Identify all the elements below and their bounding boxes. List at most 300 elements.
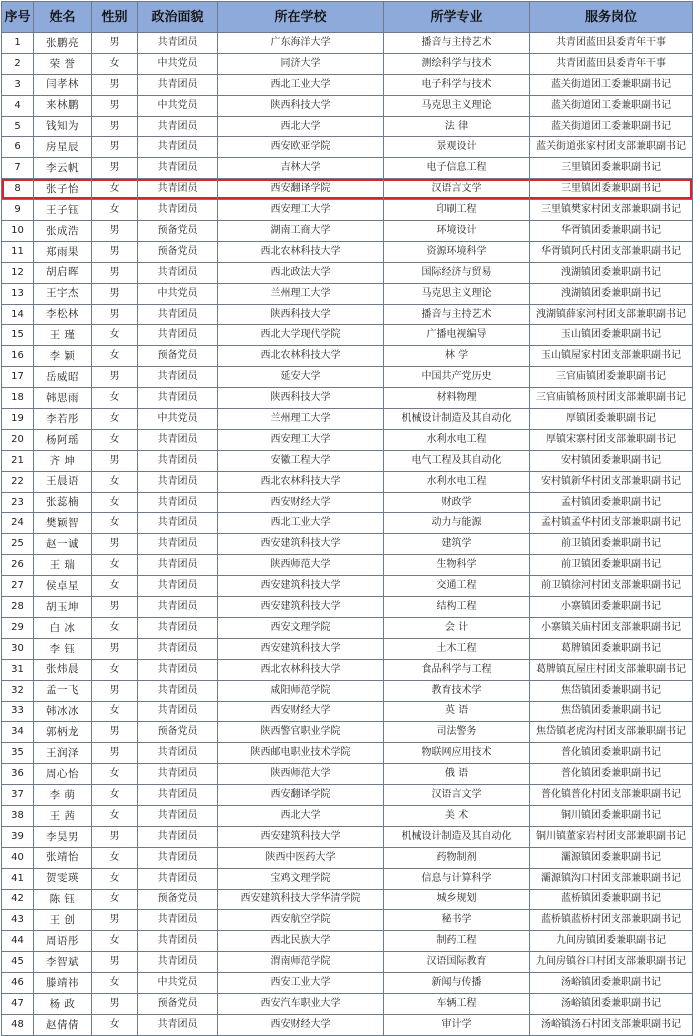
- table-row: [2, 743, 693, 764]
- cell-gender: 女: [92, 471, 138, 492]
- cell-service-post: 三里镇樊家村团支部兼职副书记: [530, 200, 693, 221]
- table-row: [2, 617, 693, 638]
- cell-service-post: 前卫镇徐河村团支部兼职副书记: [530, 576, 693, 597]
- cell-service-post: 铜川镇董家岩村团支部兼职副书记: [530, 826, 693, 847]
- cell-political-status: 中共党员: [138, 409, 218, 430]
- cell-school: 西北工业大学: [218, 74, 384, 95]
- cell-index: 17: [2, 367, 34, 388]
- cell-index: 9: [2, 200, 34, 221]
- cell-political-status: 共青团员: [138, 597, 218, 618]
- cell-gender: 男: [92, 534, 138, 555]
- cell-school: 陕西邮电职业技术学院: [218, 743, 384, 764]
- cell-service-post: 三官庙镇团委兼职副书记: [530, 367, 693, 388]
- cell-major: 信息与计算科学: [384, 868, 530, 889]
- cell-service-post: 灞源镇团委兼职副书记: [530, 847, 693, 868]
- cell-political-status: 共青团员: [138, 1014, 218, 1035]
- header-school: 所在学校: [218, 2, 384, 33]
- cell-service-post: 洩湖镇薛家河村团支部兼职副书记: [530, 304, 693, 325]
- cell-index: 29: [2, 617, 34, 638]
- cell-name: 杨阿瑶: [34, 429, 92, 450]
- cell-school: 兰州理工大学: [218, 409, 384, 430]
- table-row: [2, 325, 693, 346]
- cell-political-status: 中共党员: [138, 95, 218, 116]
- cell-school: 兰州理工大学: [218, 283, 384, 304]
- cell-school: 西北政法大学: [218, 262, 384, 283]
- cell-service-post: 三官庙镇杨顶村团支部兼职副书记: [530, 388, 693, 409]
- cell-major: 土木工程: [384, 638, 530, 659]
- cell-gender: 男: [92, 722, 138, 743]
- cell-gender: 女: [92, 1014, 138, 1035]
- table-row: [2, 492, 693, 513]
- cell-major: 汉语言文学: [384, 785, 530, 806]
- cell-index: 4: [2, 95, 34, 116]
- cell-political-status: 共青团员: [138, 555, 218, 576]
- cell-index: 10: [2, 221, 34, 242]
- cell-political-status: 预备党员: [138, 993, 218, 1014]
- table-row: [2, 826, 693, 847]
- cell-index: 3: [2, 74, 34, 95]
- cell-name: 韩冰冰: [34, 701, 92, 722]
- cell-name: 王宇杰: [34, 283, 92, 304]
- cell-name: 周心怡: [34, 764, 92, 785]
- table-row: [2, 722, 693, 743]
- cell-index: 36: [2, 764, 34, 785]
- cell-index: 32: [2, 680, 34, 701]
- cell-political-status: 预备党员: [138, 346, 218, 367]
- cell-index: 39: [2, 826, 34, 847]
- cell-major: 会 计: [384, 617, 530, 638]
- cell-political-status: 共青团员: [138, 617, 218, 638]
- cell-major: 广播电视编导: [384, 325, 530, 346]
- table-row: [2, 388, 693, 409]
- cell-service-post: 厚镇宋寨村团支部兼职副书记: [530, 429, 693, 450]
- cell-name: 韩思雨: [34, 388, 92, 409]
- table-row: [2, 638, 693, 659]
- cell-service-post: 三里镇团委兼职副书记: [530, 158, 693, 179]
- cell-service-post: 安村镇团委兼职副书记: [530, 450, 693, 471]
- cell-political-status: 中共党员: [138, 283, 218, 304]
- cell-major: 药物制剂: [384, 847, 530, 868]
- table-row: [2, 513, 693, 534]
- cell-gender: 男: [92, 680, 138, 701]
- cell-name: 张子怡: [34, 179, 92, 200]
- cell-major: 资源环境科学: [384, 241, 530, 262]
- cell-gender: 男: [92, 993, 138, 1014]
- table-row: [2, 158, 693, 179]
- cell-service-post: 共青团蓝田县委青年干事: [530, 33, 693, 54]
- cell-gender: 男: [92, 283, 138, 304]
- table-row: [2, 952, 693, 973]
- cell-name: 李昊男: [34, 826, 92, 847]
- cell-gender: 女: [92, 513, 138, 534]
- cell-political-status: 共青团员: [138, 74, 218, 95]
- cell-major: 英 语: [384, 701, 530, 722]
- table-row: [2, 576, 693, 597]
- cell-index: 48: [2, 1014, 34, 1035]
- table-row: [2, 785, 693, 806]
- cell-political-status: 预备党员: [138, 221, 218, 242]
- cell-major: 水利水电工程: [384, 429, 530, 450]
- cell-gender: 男: [92, 910, 138, 931]
- table-row: [2, 889, 693, 910]
- cell-political-status: 共青团员: [138, 492, 218, 513]
- cell-service-post: 焦岱镇团委兼职副书记: [530, 680, 693, 701]
- cell-gender: 男: [92, 74, 138, 95]
- cell-service-post: 汤峪镇汤石村团支部兼职副书记: [530, 1014, 693, 1035]
- cell-name: 李 萌: [34, 785, 92, 806]
- cell-index: 1: [2, 33, 34, 54]
- cell-service-post: 普化镇普化村团支部兼职副书记: [530, 785, 693, 806]
- table-row: [2, 847, 693, 868]
- cell-gender: 男: [92, 262, 138, 283]
- cell-index: 35: [2, 743, 34, 764]
- cell-index: 38: [2, 805, 34, 826]
- cell-gender: 女: [92, 388, 138, 409]
- cell-name: 张蕊楠: [34, 492, 92, 513]
- cell-gender: 女: [92, 409, 138, 430]
- cell-major: 机械设计制造及其自动化: [384, 826, 530, 847]
- cell-school: 西安建筑科技大学: [218, 534, 384, 555]
- table-row: [2, 74, 693, 95]
- cell-index: 7: [2, 158, 34, 179]
- cell-name: 李 钰: [34, 638, 92, 659]
- header-row: [2, 2, 693, 33]
- header-major: 所学专业: [384, 2, 530, 33]
- cell-index: 46: [2, 973, 34, 994]
- cell-major: 播音与主持艺术: [384, 304, 530, 325]
- cell-political-status: 共青团员: [138, 910, 218, 931]
- cell-name: 赵倩倩: [34, 1014, 92, 1035]
- cell-major: 车辆工程: [384, 993, 530, 1014]
- table-row: [2, 993, 693, 1014]
- cell-index: 31: [2, 659, 34, 680]
- cell-service-post: 蓝关街道张家村团支部兼职副书记: [530, 137, 693, 158]
- cell-name: 郭柄龙: [34, 722, 92, 743]
- cell-name: 王润泽: [34, 743, 92, 764]
- cell-name: 王 创: [34, 910, 92, 931]
- cell-major: 交通工程: [384, 576, 530, 597]
- cell-index: 40: [2, 847, 34, 868]
- cell-school: 西北农林科技大学: [218, 659, 384, 680]
- cell-school: 西北大学: [218, 116, 384, 137]
- cell-name: 周语彤: [34, 931, 92, 952]
- cell-political-status: 共青团员: [138, 659, 218, 680]
- cell-school: 安徽工程大学: [218, 450, 384, 471]
- cell-school: 西安工业大学: [218, 973, 384, 994]
- cell-name: 王 瑾: [34, 325, 92, 346]
- cell-major: 播音与主持艺术: [384, 33, 530, 54]
- cell-name: 白 冰: [34, 617, 92, 638]
- cell-political-status: 共青团员: [138, 931, 218, 952]
- cell-school: 西安财经大学: [218, 492, 384, 513]
- cell-index: 6: [2, 137, 34, 158]
- cell-gender: 女: [92, 785, 138, 806]
- cell-political-status: 共青团员: [138, 805, 218, 826]
- cell-school: 西安欧亚学院: [218, 137, 384, 158]
- cell-gender: 男: [92, 33, 138, 54]
- cell-name: 郑雨果: [34, 241, 92, 262]
- table-row: [2, 450, 693, 471]
- cell-service-post: 孟村镇孟华村团支部兼职副书记: [530, 513, 693, 534]
- cell-service-post: 普化镇团委兼职副书记: [530, 743, 693, 764]
- cell-name: 钱知为: [34, 116, 92, 137]
- cell-service-post: 葛牌镇瓦屋庄村团支部兼职副书记: [530, 659, 693, 680]
- cell-service-post: 蓝关街道团工委兼职副书记: [530, 95, 693, 116]
- table-row: [2, 137, 693, 158]
- table-row: [2, 910, 693, 931]
- cell-school: 西安建筑科技大学华清学院: [218, 889, 384, 910]
- cell-political-status: 共青团员: [138, 576, 218, 597]
- table-row: [2, 409, 693, 430]
- table-row: [2, 53, 693, 74]
- cell-political-status: 共青团员: [138, 200, 218, 221]
- cell-service-post: 九间房镇谷口村团支部兼职副书记: [530, 952, 693, 973]
- table-row: [2, 868, 693, 889]
- cell-school: 西北工业大学: [218, 513, 384, 534]
- cell-gender: 女: [92, 53, 138, 74]
- cell-major: 印刷工程: [384, 200, 530, 221]
- cell-name: 陈 钰: [34, 889, 92, 910]
- cell-political-status: 共青团员: [138, 116, 218, 137]
- cell-major: 物联网应用技术: [384, 743, 530, 764]
- cell-service-post: 蓝桥镇蓝桥村团支部兼职副书记: [530, 910, 693, 931]
- cell-index: 12: [2, 262, 34, 283]
- cell-index: 27: [2, 576, 34, 597]
- table-row: [2, 597, 693, 618]
- cell-political-status: 共青团员: [138, 33, 218, 54]
- cell-political-status: 共青团员: [138, 847, 218, 868]
- cell-index: 21: [2, 450, 34, 471]
- cell-service-post: 厚镇团委兼职副书记: [530, 409, 693, 430]
- cell-gender: 男: [92, 367, 138, 388]
- cell-major: 结构工程: [384, 597, 530, 618]
- cell-gender: 女: [92, 973, 138, 994]
- cell-gender: 女: [92, 659, 138, 680]
- cell-index: 8: [2, 179, 34, 200]
- table-row: [2, 555, 693, 576]
- cell-political-status: 预备党员: [138, 889, 218, 910]
- cell-service-post: 焦岱镇老虎沟村团支部兼职副书记: [530, 722, 693, 743]
- cell-service-post: 三里镇团委兼职副书记: [530, 179, 693, 200]
- cell-gender: 女: [92, 931, 138, 952]
- table-row: [2, 805, 693, 826]
- cell-name: 闫孝林: [34, 74, 92, 95]
- cell-school: 广东海洋大学: [218, 33, 384, 54]
- table-row: [2, 931, 693, 952]
- cell-political-status: 共青团员: [138, 262, 218, 283]
- cell-major: 电子科学与技术: [384, 74, 530, 95]
- cell-index: 2: [2, 53, 34, 74]
- cell-school: 宝鸡文理学院: [218, 868, 384, 889]
- cell-service-post: 焦岱镇团委兼职副书记: [530, 701, 693, 722]
- cell-gender: 女: [92, 179, 138, 200]
- cell-gender: 女: [92, 868, 138, 889]
- cell-political-status: 共青团员: [138, 743, 218, 764]
- cell-political-status: 中共党员: [138, 53, 218, 74]
- cell-name: 李若彤: [34, 409, 92, 430]
- cell-gender: 男: [92, 450, 138, 471]
- cell-service-post: 九间房镇团委兼职副书记: [530, 931, 693, 952]
- header-index: 序号: [2, 2, 34, 33]
- cell-major: 马克思主义理论: [384, 95, 530, 116]
- cell-major: 汉语国际教育: [384, 952, 530, 973]
- cell-index: 34: [2, 722, 34, 743]
- table-row: [2, 283, 693, 304]
- cell-major: 材料物理: [384, 388, 530, 409]
- cell-service-post: 洩湖镇团委兼职副书记: [530, 283, 693, 304]
- cell-service-post: 蓝关街道团工委兼职副书记: [530, 74, 693, 95]
- cell-name: 杨 政: [34, 993, 92, 1014]
- cell-name: 孟一飞: [34, 680, 92, 701]
- cell-index: 15: [2, 325, 34, 346]
- cell-service-post: 蓝关街道团工委兼职副书记: [530, 116, 693, 137]
- cell-index: 20: [2, 429, 34, 450]
- header-political-status: 政治面貌: [138, 2, 218, 33]
- cell-service-post: 共青团蓝田县委青年干事: [530, 53, 693, 74]
- cell-name: 荣 誉: [34, 53, 92, 74]
- table-row: [2, 680, 693, 701]
- cell-name: 侯卓星: [34, 576, 92, 597]
- cell-gender: 男: [92, 241, 138, 262]
- cell-school: 西北大学现代学院: [218, 325, 384, 346]
- cell-gender: 女: [92, 325, 138, 346]
- cell-school: 西北农林科技大学: [218, 241, 384, 262]
- cell-major: 财政学: [384, 492, 530, 513]
- cell-gender: 女: [92, 764, 138, 785]
- cell-major: 测绘科学与技术: [384, 53, 530, 74]
- cell-index: 28: [2, 597, 34, 618]
- cell-gender: 男: [92, 304, 138, 325]
- cell-major: 司法警务: [384, 722, 530, 743]
- cell-school: 咸阳师范学院: [218, 680, 384, 701]
- cell-gender: 女: [92, 701, 138, 722]
- header-gender: 性别: [92, 2, 138, 33]
- cell-name: 齐 坤: [34, 450, 92, 471]
- cell-political-status: 共青团员: [138, 179, 218, 200]
- cell-gender: 女: [92, 429, 138, 450]
- cell-political-status: 共青团员: [138, 701, 218, 722]
- cell-major: 马克思主义理论: [384, 283, 530, 304]
- header-name: 姓名: [34, 2, 92, 33]
- cell-name: 岳威昭: [34, 367, 92, 388]
- cell-index: 37: [2, 785, 34, 806]
- cell-gender: 女: [92, 617, 138, 638]
- cell-service-post: 小寨镇团委兼职副书记: [530, 597, 693, 618]
- cell-gender: 男: [92, 221, 138, 242]
- cell-index: 24: [2, 513, 34, 534]
- cell-service-post: 铜川镇团委兼职副书记: [530, 805, 693, 826]
- cell-political-status: 共青团员: [138, 764, 218, 785]
- cell-name: 李智斌: [34, 952, 92, 973]
- cell-major: 环境设计: [384, 221, 530, 242]
- cell-political-status: 共青团员: [138, 158, 218, 179]
- cell-index: 13: [2, 283, 34, 304]
- cell-service-post: 玉山镇屋家村团支部兼职副书记: [530, 346, 693, 367]
- cell-school: 陕西师范大学: [218, 555, 384, 576]
- cell-school: 吉林大学: [218, 158, 384, 179]
- cell-major: 美 术: [384, 805, 530, 826]
- cell-index: 47: [2, 993, 34, 1014]
- cell-index: 43: [2, 910, 34, 931]
- cell-name: 李云帆: [34, 158, 92, 179]
- cell-major: 机械设计制造及其自动化: [384, 409, 530, 430]
- table-row: [2, 659, 693, 680]
- cell-school: 西安建筑科技大学: [218, 826, 384, 847]
- cell-school: 西安翻译学院: [218, 179, 384, 200]
- cell-service-post: 孟村镇团委兼职副书记: [530, 492, 693, 513]
- cell-school: 西北农林科技大学: [218, 471, 384, 492]
- cell-school: 西安财经大学: [218, 701, 384, 722]
- cell-major: 审计学: [384, 1014, 530, 1035]
- cell-name: 张鹏亮: [34, 33, 92, 54]
- cell-name: 胡玉坤: [34, 597, 92, 618]
- cell-index: 18: [2, 388, 34, 409]
- cell-gender: 女: [92, 200, 138, 221]
- cell-political-status: 共青团员: [138, 513, 218, 534]
- cell-major: 国际经济与贸易: [384, 262, 530, 283]
- cell-gender: 男: [92, 137, 138, 158]
- cell-major: 秘书学: [384, 910, 530, 931]
- cell-school: 西北民族大学: [218, 931, 384, 952]
- cell-political-status: 中共党员: [138, 973, 218, 994]
- cell-gender: 女: [92, 847, 138, 868]
- cell-major: 俄 语: [384, 764, 530, 785]
- cell-major: 城乡规划: [384, 889, 530, 910]
- table-row: [2, 116, 693, 137]
- cell-index: 16: [2, 346, 34, 367]
- table-row: [2, 429, 693, 450]
- cell-index: 30: [2, 638, 34, 659]
- cell-major: 法 律: [384, 116, 530, 137]
- table-row: [2, 241, 693, 262]
- cell-index: 26: [2, 555, 34, 576]
- cell-gender: 女: [92, 805, 138, 826]
- cell-political-status: 共青团员: [138, 471, 218, 492]
- cell-service-post: 前卫镇团委兼职副书记: [530, 534, 693, 555]
- cell-school: 西安文理学院: [218, 617, 384, 638]
- cell-political-status: 共青团员: [138, 534, 218, 555]
- cell-gender: 男: [92, 826, 138, 847]
- cell-gender: 男: [92, 743, 138, 764]
- cell-index: 19: [2, 409, 34, 430]
- cell-gender: 男: [92, 158, 138, 179]
- cell-service-post: 华胥镇阿氏村团支部兼职副书记: [530, 241, 693, 262]
- cell-service-post: 洩湖镇团委兼职副书记: [530, 262, 693, 283]
- cell-index: 25: [2, 534, 34, 555]
- cell-name: 房星辰: [34, 137, 92, 158]
- cell-school: 西安航空学院: [218, 910, 384, 931]
- cell-school: 西北农林科技大学: [218, 346, 384, 367]
- cell-service-post: 安村镇新华村团支部兼职副书记: [530, 471, 693, 492]
- cell-political-status: 共青团员: [138, 450, 218, 471]
- cell-major: 生物科学: [384, 555, 530, 576]
- cell-gender: 女: [92, 576, 138, 597]
- cell-school: 陕西科技大学: [218, 95, 384, 116]
- cell-index: 33: [2, 701, 34, 722]
- cell-school: 陕西中医药大学: [218, 847, 384, 868]
- cell-school: 西安建筑科技大学: [218, 576, 384, 597]
- cell-political-status: 共青团员: [138, 952, 218, 973]
- table-row: [2, 200, 693, 221]
- cell-name: 王 瑞: [34, 555, 92, 576]
- cell-name: 张靖怡: [34, 847, 92, 868]
- cell-index: 41: [2, 868, 34, 889]
- table-row: [2, 221, 693, 242]
- cell-political-status: 共青团员: [138, 388, 218, 409]
- cell-index: 11: [2, 241, 34, 262]
- cell-major: 新闻与传播: [384, 973, 530, 994]
- cell-school: 延安大学: [218, 367, 384, 388]
